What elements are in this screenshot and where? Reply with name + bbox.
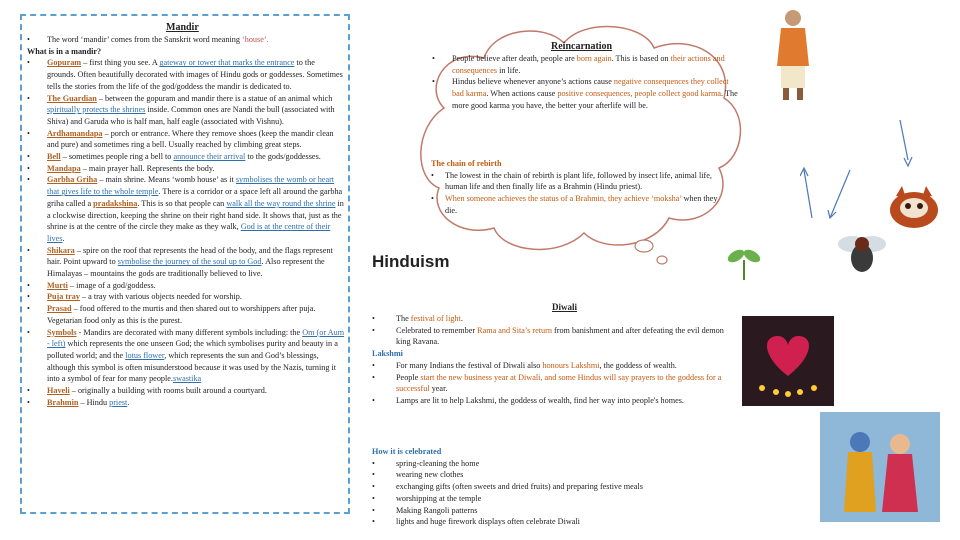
mandir-item: • The Guardian – between the gopuram and mandir there is a statue of an animal which spiritually protects the shrines inside. Common ones are Nandi the bull (associated with Shiva) and Garuda who is half man, half eagle (associated with Vishnu).	[27, 93, 345, 128]
mandir-item: • Garbha Griha – main shrine. Means ‘womb house’ as it symbolises the womb or heart that gives life to the whole temple. There is a corridor or a space left all around the garbha griha called a pradakshina. This is so that people can walk all the way round the shrine in a clockwise direction, keeping the shrine on their right hand side. It shows that, just as the shrine is at the centre of the circle they make as they walk, God is at the centre of their lives.	[27, 174, 345, 244]
hinduism-heading: Hinduism	[372, 252, 450, 271]
how-item: • lights and huge firework displays often celebrate Diwali	[372, 516, 732, 528]
mandir-title: Mandir	[166, 22, 199, 33]
lakshmi-bullet-2: • People start the new business year at Diwali, and some Hindus will say prayers to the goddess for a successful year.	[372, 372, 732, 395]
mandir-item: • Prasad – food offered to the murtis and then shared out to worshippers after puja. Vegetarian food only as this is the purest.	[27, 303, 345, 326]
how-item: • worshipping at the temple	[372, 493, 732, 505]
diwali-lamps-picture	[742, 316, 834, 406]
mandir-question: What is in a mandir?	[27, 46, 102, 56]
mandir-text	[27, 34, 345, 409]
reincarnation-bullet-1: • People believe after death, people are born again. This is based on their actions and consequences in life.	[432, 53, 738, 76]
how-item: • exchanging gifts (often sweets and dried fruits) and preparing festive meals	[372, 481, 732, 493]
how-item: • spring-cleaning the home	[372, 458, 732, 470]
mandir-item: • Symbols - Mandirs are decorated with many different symbols including: the Om (or Aum - left) which represents the one unseen God; the which symbolises purity and beauty in a polluted world; and the lotus flower, which represents the sun and God’s blessings, although this symbol is often misunderstood because it was used by the Nazis, turning it into a symbol of fear for many people.swastika	[27, 327, 345, 386]
mandir-item: • Haveli – originally a building with rooms built around a courtyard.	[27, 385, 345, 397]
mandir-item: • Shikara – spire on the roof that represents the head of the body, and the flags represent hair. Point upward to symbolise the journey of the soul up to God. Also represent the Himalayas – mountains the gods are traditionally believed to live.	[27, 245, 345, 280]
reincarnation-title: Reincarnation	[551, 41, 613, 52]
mandir-item: • Bell – sometimes people ring a bell to announce their arrival to the gods/goddesses.	[27, 151, 345, 163]
lakshmi-bullet-1: • For many Indians the festival of Diwali also honours Lakshmi, the goddess of wealth.	[372, 360, 732, 372]
diwali-title: Diwali	[552, 302, 578, 312]
diwali-bullet-1: • The festival of light.	[372, 313, 732, 325]
rama-sita-picture	[820, 412, 940, 522]
lakshmi-bullet-3: • Lamps are lit to help Lakshmi, the goddess of wealth, find her way into people's homes.	[372, 395, 732, 407]
mandir-intro: • The word ‘mandir’ comes from the Sanskrit word meaning ‘house’.	[27, 34, 345, 46]
lakshmi-title: Lakshmi	[372, 349, 403, 359]
mandir-item: • Gopuram – first thing you see. A gateway or tower that marks the entrance to the grounds. Often beautifully decorated with images of Hindu gods or goddesses. Sometimes tells the stories from the life of the god/goddess the mandir is dedicated to.	[27, 57, 345, 92]
reincarnation-text	[432, 53, 738, 112]
chain-of-rebirth	[431, 158, 731, 217]
mandir-item: • Mandapa – main prayer hall. Represents the body.	[27, 163, 345, 175]
chain-bullet-2: • When someone achieves the status of a Brahmin, they achieve ‘moksha’ when they die.	[431, 193, 731, 216]
chain-title: The chain of rebirth	[431, 159, 502, 168]
how-item: • wearing new clothes	[372, 469, 732, 481]
how-item-list	[372, 458, 732, 528]
mandir-item: • Murti – image of a god/goddess.	[27, 280, 345, 292]
diwali-text	[372, 313, 732, 407]
how-item: • Making Rangoli patterns	[372, 505, 732, 517]
diwali-bullet-2: • Celebrated to remember Rama and Sita’s return from banishment and after defeating the evil demon king Ravana.	[372, 325, 732, 348]
mandir-item: • Brahmin – Hindu priest.	[27, 397, 345, 409]
how-celebrated	[372, 446, 732, 528]
mandir-item-list	[27, 57, 345, 408]
rebirth-chain-arrows	[800, 100, 930, 250]
how-title: How it is celebrated	[372, 447, 442, 456]
mandir-item: • Ardhamandapa – porch or entrance. Where they remove shoes (keep the mandir clean and pure) and sometimes ring a bell. Usually reached by climbing great steps.	[27, 128, 345, 151]
brahmin-priest-picture	[763, 4, 823, 104]
plant-seedling-picture	[724, 242, 764, 282]
reincarnation-bullet-2: • Hindus believe whenever anyone’s actions cause negative consequences they collect bad karma. When actions cause positive consequences, people collect good karma. The more good karma you have, the better your afterlife will be.	[432, 76, 738, 111]
chain-bullet-1: • The lowest in the chain of rebirth is plant life, followed by insect life, animal life, human life and then finally life as a Brahmin (Hindu priest).	[431, 170, 731, 193]
mandir-item: • Puja tray – a tray with various objects needed for worship.	[27, 291, 345, 303]
